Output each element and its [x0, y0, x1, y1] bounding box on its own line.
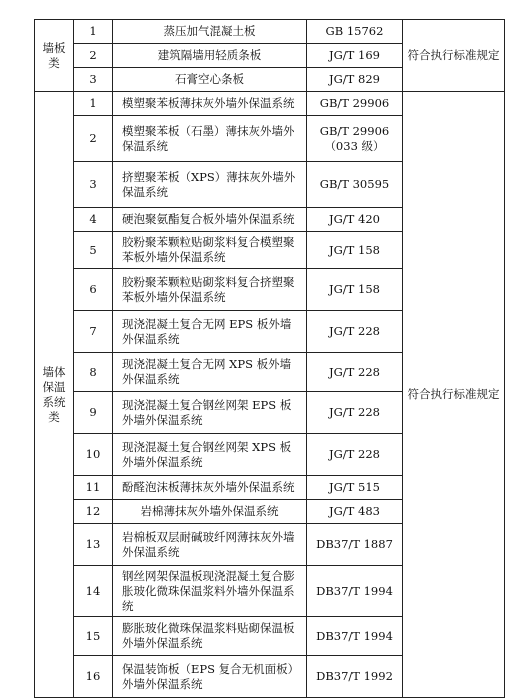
product-name: 膨胀玻化微珠保温浆料贴砌保温板外墙外保温系统: [113, 617, 307, 656]
row-number: 13: [74, 524, 113, 566]
standard-code: JG/T 829: [307, 68, 403, 92]
row-number: 2: [74, 116, 113, 162]
standard-code: DB37/T 1994: [307, 566, 403, 617]
row-number: 1: [74, 20, 113, 44]
product-name: 模塑聚苯板薄抹灰外墙外保温系统: [113, 92, 307, 116]
requirement-cell: 符合执行标准规定: [403, 92, 505, 698]
category-label: 墙体保温系统类: [35, 92, 74, 698]
row-number: 12: [74, 500, 113, 524]
product-name: 保温装饰板（EPS 复合无机面板）外墙外保温系统: [113, 656, 307, 698]
row-number: 2: [74, 44, 113, 68]
category-label: 墙板类: [35, 20, 74, 92]
standard-code: DB37/T 1992: [307, 656, 403, 698]
row-number: 4: [74, 208, 113, 232]
standard-code: DB37/T 1994: [307, 617, 403, 656]
product-name: 现浇混凝土复合无网 EPS 板外墙外保温系统: [113, 311, 307, 353]
table-row: [35, 20, 505, 44]
standard-code: GB 15762: [307, 20, 403, 44]
standard-code: JG/T 483: [307, 500, 403, 524]
standard-code: JG/T 228: [307, 353, 403, 392]
row-number: 7: [74, 311, 113, 353]
row-number: 9: [74, 392, 113, 434]
row-number: 15: [74, 617, 113, 656]
product-name: 建筑隔墙用轻质条板: [113, 44, 307, 68]
product-name: 胶粉聚苯颗粒贴砌浆料复合模塑聚苯板外墙外保温系统: [113, 232, 307, 269]
product-name: 钢丝网架保温板现浇混凝土复合膨胀玻化微珠保温浆料外墙外保温系统: [113, 566, 307, 617]
row-number: 3: [74, 162, 113, 208]
row-number: 6: [74, 269, 113, 311]
row-number: 14: [74, 566, 113, 617]
row-number: 16: [74, 656, 113, 698]
row-number: 11: [74, 476, 113, 500]
product-name: 胶粉聚苯颗粒贴砌浆料复合挤塑聚苯板外墙外保温系统: [113, 269, 307, 311]
standard-code: JG/T 228: [307, 434, 403, 476]
standard-code: JG/T 515: [307, 476, 403, 500]
standard-code: JG/T 228: [307, 392, 403, 434]
standard-code: JG/T 420: [307, 208, 403, 232]
standard-code: JG/T 169: [307, 44, 403, 68]
standard-code: DB37/T 1887: [307, 524, 403, 566]
product-name: 蒸压加气混凝土板: [113, 20, 307, 44]
product-name: 挤塑聚苯板（XPS）薄抹灰外墙外保温系统: [113, 162, 307, 208]
standard-code: JG/T 228: [307, 311, 403, 353]
product-name: 酚醛泡沫板薄抹灰外墙外保温系统: [113, 476, 307, 500]
product-name: 模塑聚苯板（石墨）薄抹灰外墙外保温系统: [113, 116, 307, 162]
standard-code: GB/T 29906（033 级）: [307, 116, 403, 162]
row-number: 10: [74, 434, 113, 476]
row-number: 3: [74, 68, 113, 92]
standard-code: JG/T 158: [307, 269, 403, 311]
product-name: 现浇混凝土复合钢丝网架 EPS 板外墙外保温系统: [113, 392, 307, 434]
standard-code: GB/T 30595: [307, 162, 403, 208]
product-name: 石膏空心条板: [113, 68, 307, 92]
product-name: 硬泡聚氨酯复合板外墙外保温系统: [113, 208, 307, 232]
requirement-cell: 符合执行标准规定: [403, 20, 505, 92]
row-number: 5: [74, 232, 113, 269]
product-name: 现浇混凝土复合无网 XPS 板外墙外保温系统: [113, 353, 307, 392]
row-number: 1: [74, 92, 113, 116]
product-name: 岩棉薄抹灰外墙外保温系统: [113, 500, 307, 524]
standard-code: GB/T 29906: [307, 92, 403, 116]
standards-table: [34, 19, 505, 698]
table-row: [35, 92, 505, 116]
product-name: 现浇混凝土复合钢丝网架 XPS 板外墙外保温系统: [113, 434, 307, 476]
product-name: 岩棉板双层耐碱玻纤网薄抹灰外墙外保温系统: [113, 524, 307, 566]
row-number: 8: [74, 353, 113, 392]
standard-code: JG/T 158: [307, 232, 403, 269]
